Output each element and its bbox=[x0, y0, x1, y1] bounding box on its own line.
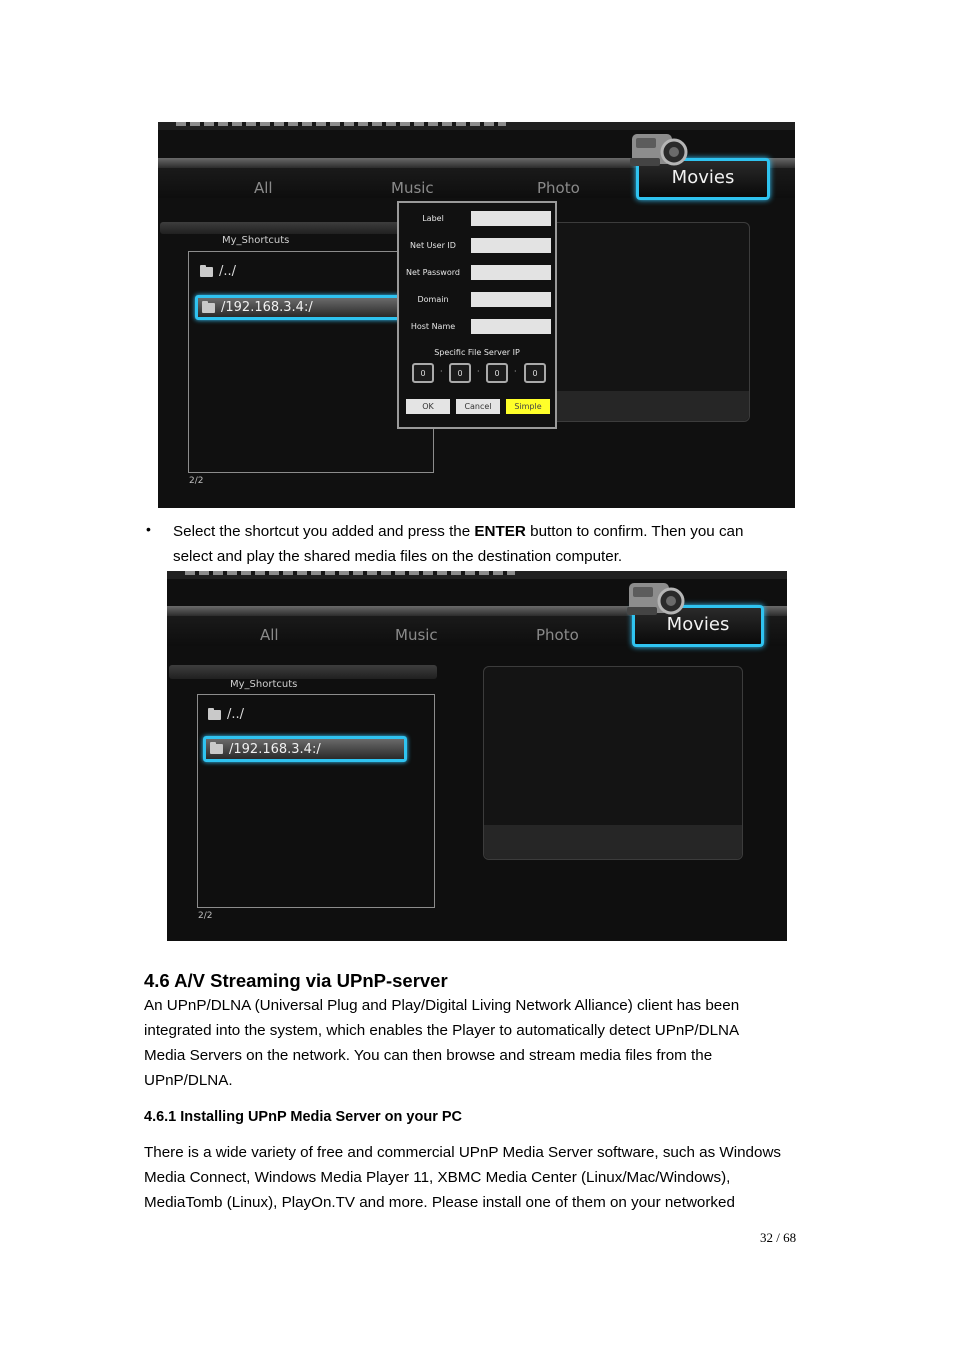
ip-octet-4[interactable]: 0 bbox=[524, 363, 546, 383]
tab-photo[interactable]: Photo bbox=[537, 179, 580, 197]
screenshot-network-share-dialog bbox=[158, 122, 795, 508]
preview-info-bar bbox=[484, 825, 742, 859]
paragraph-line: Media Servers on the network. You can then browse and stream media files from the bbox=[144, 1047, 713, 1064]
tab-movies[interactable]: Movies bbox=[632, 605, 764, 647]
folder-icon bbox=[202, 303, 215, 313]
tab-movies[interactable]: Movies bbox=[636, 158, 770, 200]
bullet-paragraph bbox=[173, 519, 813, 569]
host-name-input[interactable] bbox=[471, 319, 551, 334]
bullet-text-after: button to confirm. Then you can bbox=[525, 523, 744, 540]
preview-panel bbox=[483, 666, 743, 860]
shortcuts-panel-title: My_Shortcuts bbox=[230, 679, 298, 690]
shortcuts-list bbox=[197, 694, 435, 908]
bullet-text-before: Select the shortcut you added and press the bbox=[173, 523, 475, 540]
folder-icon bbox=[208, 710, 221, 720]
ok-button[interactable]: OK bbox=[406, 399, 450, 414]
server-ip-caption: Specific File Server IP bbox=[434, 348, 520, 357]
host-name-label: Host Name bbox=[410, 322, 456, 331]
paragraph-line: UPnP/DLNA. bbox=[144, 1072, 233, 1089]
net-password-input[interactable] bbox=[471, 265, 551, 280]
list-item-label: /../ bbox=[219, 264, 237, 279]
tab-all[interactable]: All bbox=[260, 626, 279, 644]
camcorder-icon bbox=[625, 577, 687, 625]
ip-octet-2[interactable]: 0 bbox=[449, 363, 471, 383]
list-item-parent-dir[interactable] bbox=[200, 264, 236, 279]
ip-separator: · bbox=[514, 367, 517, 376]
subsection-heading: 4.6.1 Installing UPnP Media Server on your PC bbox=[144, 1109, 463, 1125]
enter-keyword: ENTER bbox=[474, 523, 526, 540]
tab-music[interactable]: Music bbox=[391, 179, 434, 197]
ip-octet-3[interactable]: 0 bbox=[486, 363, 508, 383]
net-password-label: Net Password bbox=[406, 268, 460, 277]
ip-octet-1[interactable]: 0 bbox=[412, 363, 434, 383]
tab-all[interactable]: All bbox=[254, 179, 273, 197]
domain-label: Domain bbox=[417, 295, 449, 304]
list-item-selected-share[interactable] bbox=[203, 736, 407, 762]
page-number: 32 / 68 bbox=[760, 1230, 797, 1245]
label-input[interactable] bbox=[471, 211, 551, 226]
domain-input[interactable] bbox=[471, 292, 551, 307]
paragraph-line: integrated into the system, which enables the Player to automatically detect UPnP/DLNA bbox=[144, 1022, 740, 1039]
section-paragraph bbox=[144, 993, 824, 1093]
shortcuts-panel-title: My_Shortcuts bbox=[222, 235, 290, 246]
list-item-label: /192.168.3.4:/ bbox=[221, 300, 313, 315]
tab-photo[interactable]: Photo bbox=[536, 626, 579, 644]
simple-button[interactable]: Simple bbox=[506, 399, 550, 414]
paragraph-line: An UPnP/DLNA (Universal Plug and Play/Digital Living Network Alliance) client has been bbox=[144, 997, 740, 1014]
bullet-marker: • bbox=[146, 521, 151, 537]
paragraph-line: There is a wide variety of free and commercial UPnP Media Server software, such as Windows bbox=[144, 1144, 782, 1161]
folder-icon bbox=[210, 744, 223, 754]
bullet-line-1 bbox=[173, 519, 813, 544]
bullet-line-2: select and play the shared media files on the destination computer. bbox=[173, 548, 623, 565]
list-item-selected-share[interactable] bbox=[195, 295, 405, 320]
folder-icon bbox=[200, 267, 213, 277]
top-dash-decoration bbox=[185, 571, 515, 575]
tab-music[interactable]: Music bbox=[395, 626, 438, 644]
section-heading: 4.6 A/V Streaming via UPnP-server bbox=[144, 970, 448, 991]
list-item-label: /../ bbox=[227, 707, 245, 722]
net-user-id-input[interactable] bbox=[471, 238, 551, 253]
top-dash-decoration bbox=[176, 122, 506, 126]
ip-separator: · bbox=[440, 367, 443, 376]
cancel-button[interactable]: Cancel bbox=[456, 399, 500, 414]
screenshot-shortcut-selected bbox=[167, 571, 787, 941]
shortcuts-panel-header bbox=[160, 222, 400, 234]
ip-separator: · bbox=[477, 367, 480, 376]
paragraph-line: MediaTomb (Linux), PlayOn.TV and more. Please install one of them on your networked bbox=[144, 1194, 735, 1211]
paragraph-line: Media Connect, Windows Media Player 11, XBMC Media Center (Linux/Mac/Windows), bbox=[144, 1169, 731, 1186]
list-item-label: /192.168.3.4:/ bbox=[229, 741, 321, 757]
page-indicator: 2/2 bbox=[198, 911, 213, 921]
net-user-id-label: Net User ID bbox=[410, 241, 456, 250]
network-share-dialog bbox=[397, 201, 557, 429]
camcorder-icon bbox=[628, 128, 690, 176]
list-item-parent-dir[interactable] bbox=[208, 707, 244, 722]
page-indicator: 2/2 bbox=[189, 476, 204, 486]
shortcuts-panel-header bbox=[169, 665, 437, 679]
label-field-label: Label bbox=[422, 214, 444, 223]
subsection-paragraph bbox=[144, 1140, 834, 1215]
